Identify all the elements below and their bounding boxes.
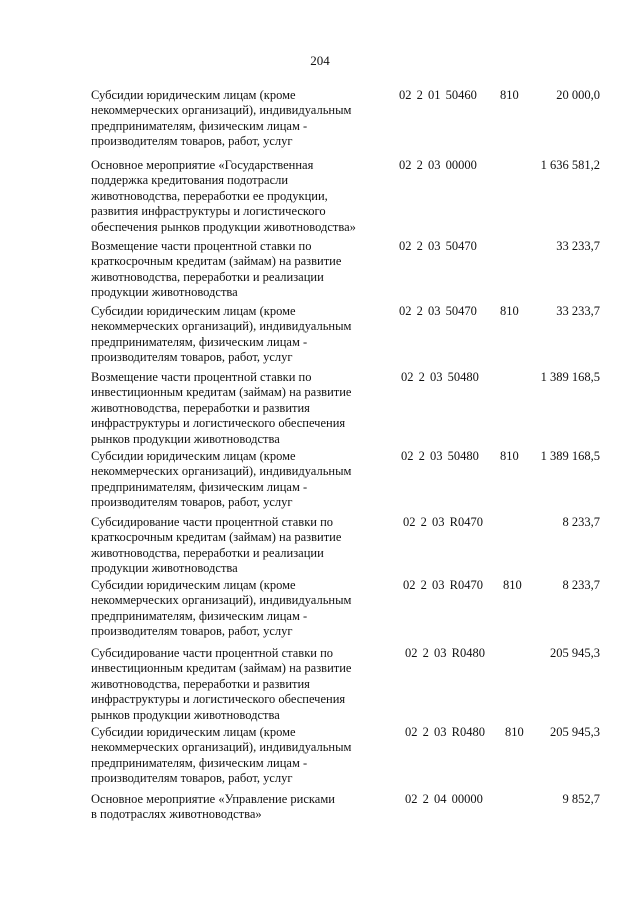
row-amount: 205 945,3 bbox=[550, 646, 600, 660]
row-csr-code: 02 2 04 00000 bbox=[405, 792, 483, 806]
row-amount: 20 000,0 bbox=[556, 88, 600, 102]
row-csr-code: 02 2 03 50480 bbox=[401, 449, 479, 463]
row-name: Субсидирование части процентной ставки по инвестиционным кредитам (займам) на развитие животноводства, переработки и развития инфраструктуры и логистического обеспечения рынков продукции животноводства bbox=[91, 646, 352, 722]
page-number: 204 bbox=[310, 53, 330, 68]
row-amount: 8 233,7 bbox=[562, 578, 600, 592]
table-row bbox=[0, 88, 640, 158]
row-vr-code: 810 bbox=[503, 578, 522, 592]
table-row bbox=[0, 515, 640, 578]
row-csr-code: 02 2 03 R0470 bbox=[403, 578, 483, 592]
row-name: Субсидии юридическим лицам (кроме некоммерческих организаций), индивидуальным предпринимателям, физическим лицам - производителям товаров, работ, услуг bbox=[91, 449, 352, 510]
row-amount: 205 945,3 bbox=[550, 725, 600, 739]
row-vr-code: 810 bbox=[500, 88, 519, 102]
table-row bbox=[0, 239, 640, 304]
row-csr-code: 02 2 03 R0470 bbox=[403, 515, 483, 529]
row-amount: 33 233,7 bbox=[556, 239, 600, 253]
table-row bbox=[0, 646, 640, 725]
row-name: Основное мероприятие «Управление рисками в подотраслях животноводства» bbox=[91, 792, 335, 822]
row-amount: 1 636 581,2 bbox=[540, 158, 600, 172]
row-name: Субсидии юридическим лицам (кроме некоммерческих организаций), индивидуальным предпринимателям, физическим лицам - производителям товаров, работ, услуг bbox=[91, 304, 352, 365]
row-vr-code: 810 bbox=[505, 725, 524, 739]
row-name: Возмещение части процентной ставки по краткосрочным кредитам (займам) на развитие животноводства, переработки и реализации продукции животноводства bbox=[91, 239, 342, 300]
table-row bbox=[0, 304, 640, 370]
row-vr-code: 810 bbox=[500, 449, 519, 463]
row-csr-code: 02 2 01 50460 bbox=[399, 88, 477, 102]
table-row bbox=[0, 158, 640, 239]
row-name: Возмещение части процентной ставки по инвестиционным кредитам (займам) на развитие животноводства, переработки и развития инфраструктуры и логистического обеспечения рынков продукции животноводства bbox=[91, 370, 352, 446]
table-row bbox=[0, 449, 640, 515]
row-name: Субсидии юридическим лицам (кроме некоммерческих организаций), индивидуальным предпринимателям, физическим лицам - производителям товаров, работ, услуг bbox=[91, 578, 352, 639]
row-csr-code: 02 2 03 R0480 bbox=[405, 646, 485, 660]
row-name: Основное мероприятие «Государственная поддержка кредитования подотрасли животноводства, переработки ее продукции, развития инфраструктуры и логистического обеспечения рынков продукции животноводства» bbox=[91, 158, 356, 234]
row-amount: 1 389 168,5 bbox=[540, 370, 600, 384]
table-row bbox=[0, 792, 640, 832]
row-csr-code: 02 2 03 50470 bbox=[399, 239, 477, 253]
row-csr-code: 02 2 03 R0480 bbox=[405, 725, 485, 739]
row-amount: 8 233,7 bbox=[562, 515, 600, 529]
row-amount: 33 233,7 bbox=[556, 304, 600, 318]
table-row bbox=[0, 578, 640, 646]
row-name: Субсидирование части процентной ставки по краткосрочным кредитам (займам) на развитие животноводства, переработки и реализации продукции животноводства bbox=[91, 515, 342, 576]
row-amount: 9 852,7 bbox=[562, 792, 600, 806]
table-row bbox=[0, 370, 640, 449]
row-csr-code: 02 2 03 50470 bbox=[399, 304, 477, 318]
row-csr-code: 02 2 03 00000 bbox=[399, 158, 477, 172]
row-csr-code: 02 2 03 50480 bbox=[401, 370, 479, 384]
row-vr-code: 810 bbox=[500, 304, 519, 318]
row-name: Субсидии юридическим лицам (кроме некоммерческих организаций), индивидуальным предпринимателям, физическим лицам - производителям товаров, работ, услуг bbox=[91, 88, 352, 149]
budget-table bbox=[0, 88, 640, 832]
table-row bbox=[0, 725, 640, 792]
row-name: Субсидии юридическим лицам (кроме некоммерческих организаций), индивидуальным предпринимателям, физическим лицам - производителям товаров, работ, услуг bbox=[91, 725, 352, 786]
row-amount: 1 389 168,5 bbox=[540, 449, 600, 463]
